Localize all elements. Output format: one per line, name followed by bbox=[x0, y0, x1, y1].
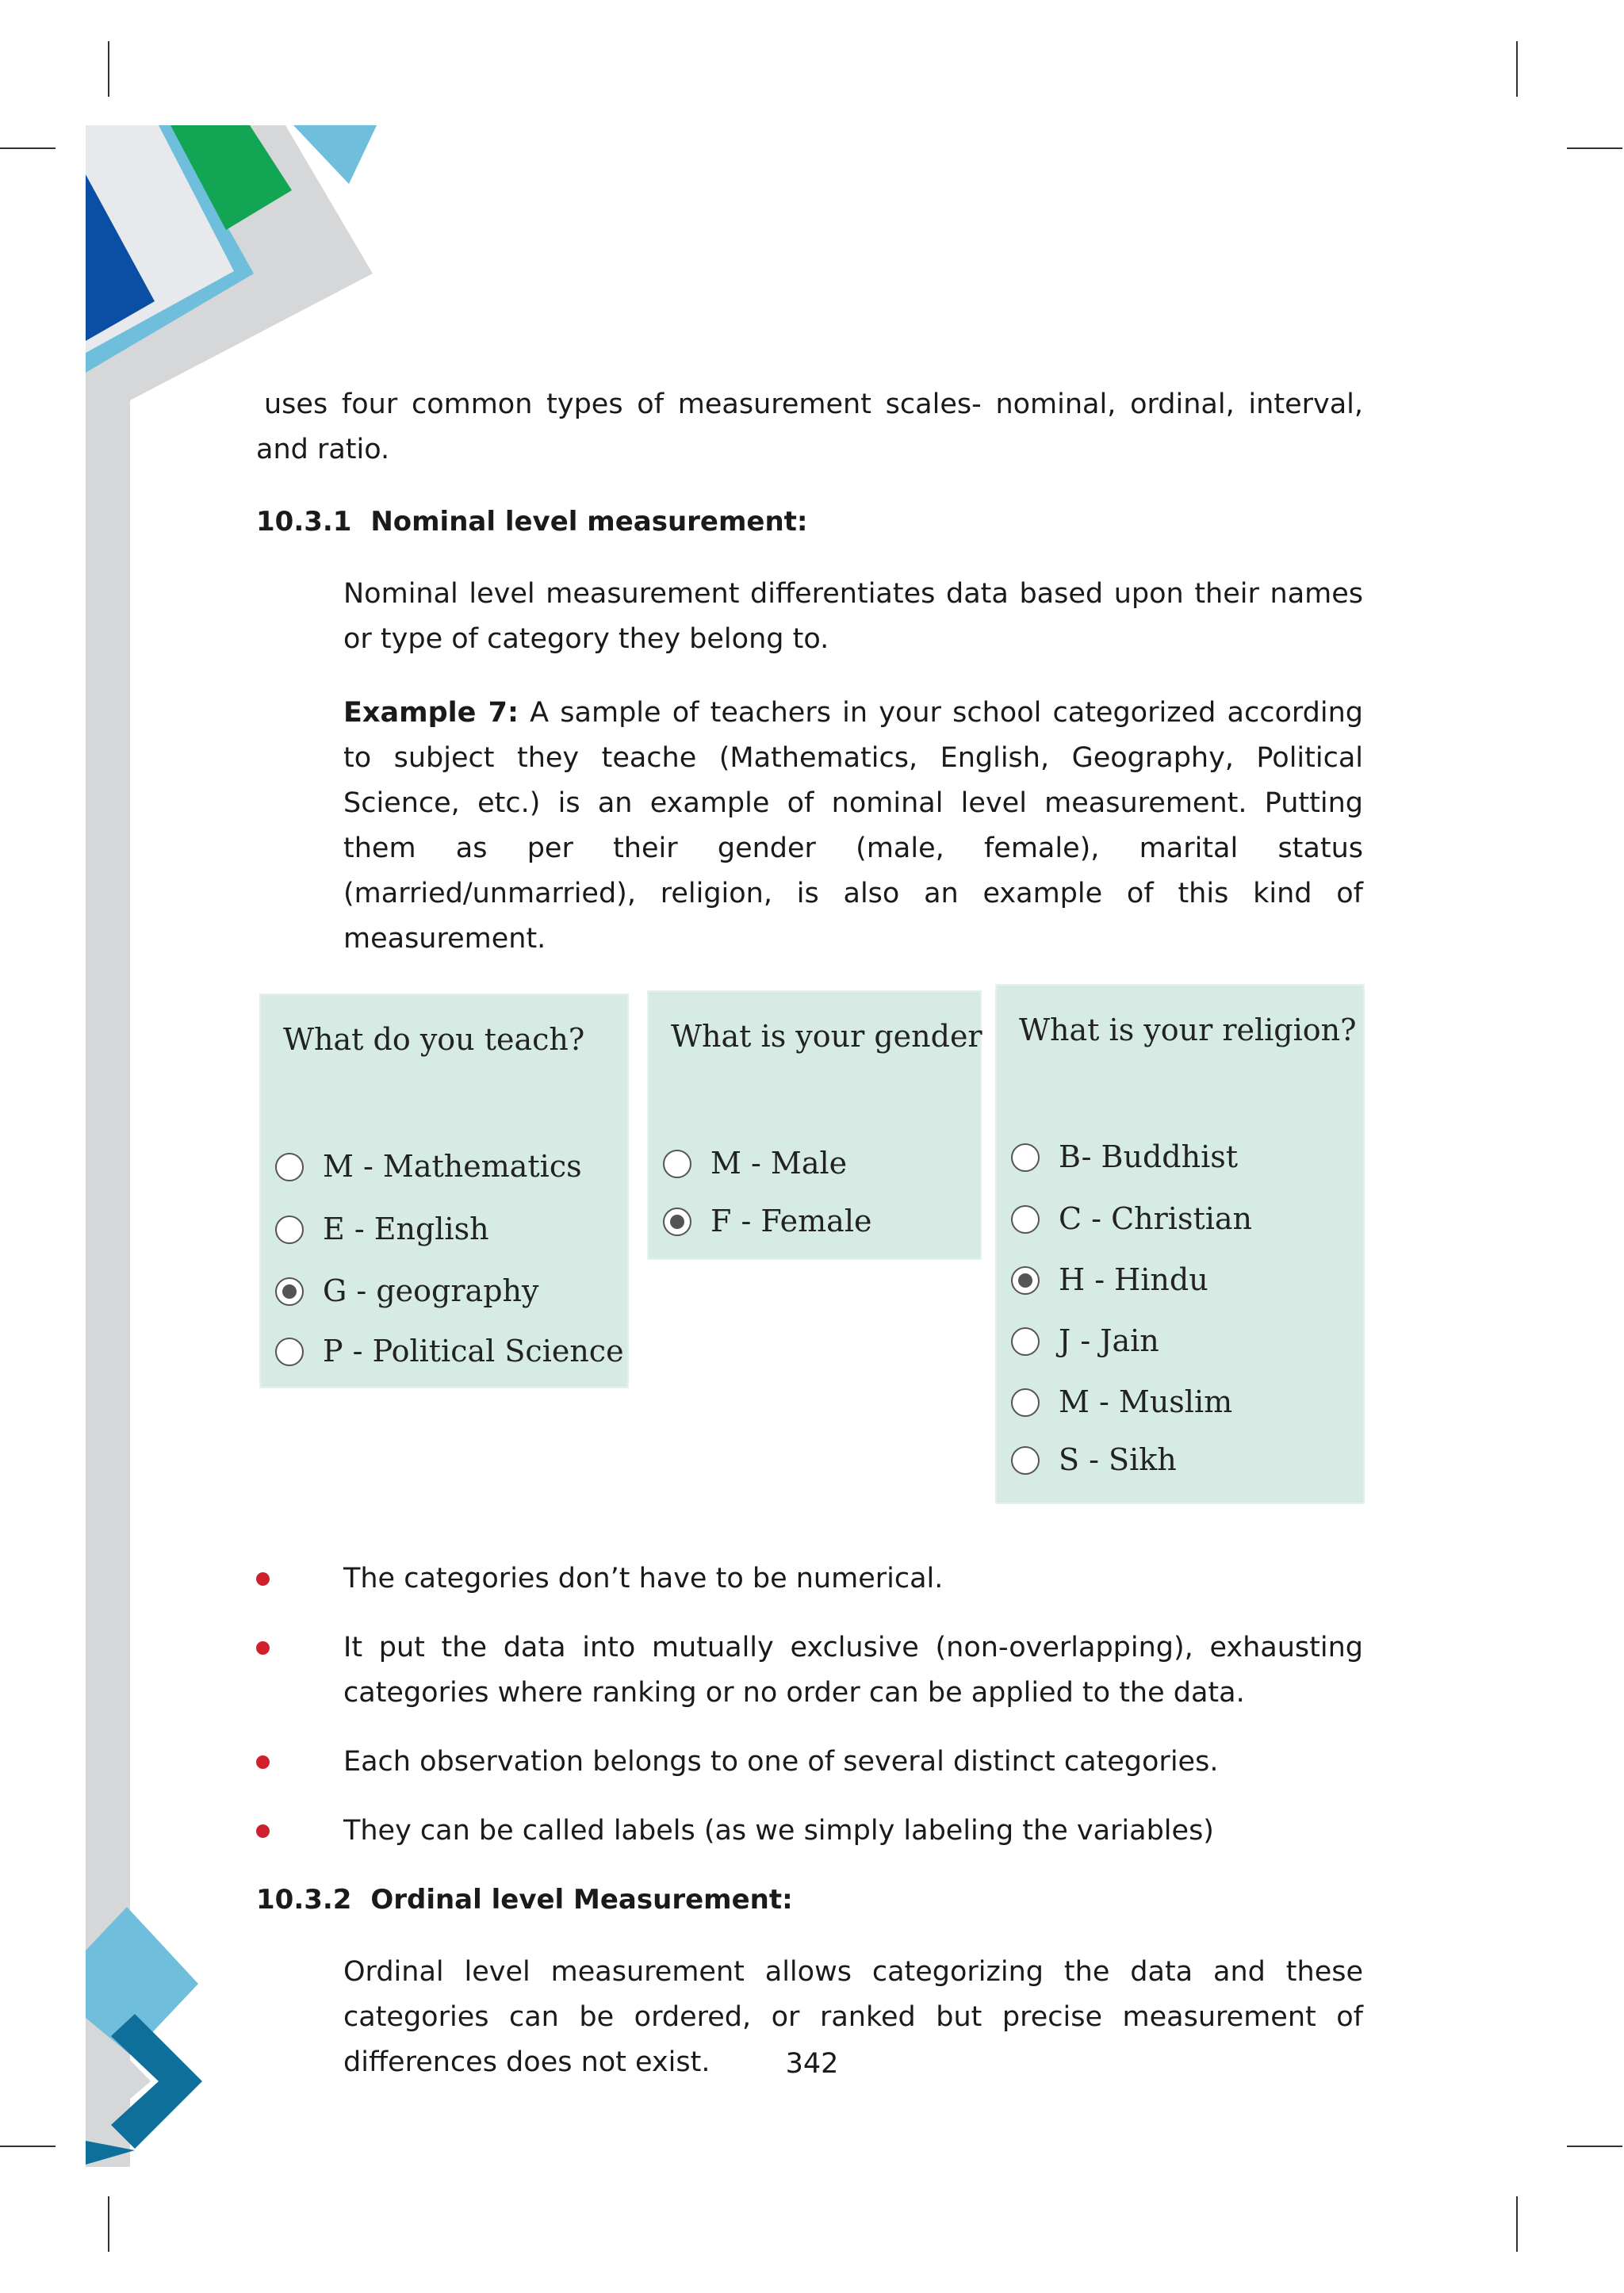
option-label: P - Political Science bbox=[323, 1334, 624, 1369]
option-label: M - Muslim bbox=[1059, 1384, 1233, 1419]
radio-option[interactable] bbox=[275, 1329, 624, 1374]
crop-mark bbox=[1567, 2146, 1622, 2147]
list-item bbox=[256, 1740, 1363, 1785]
section-number: 10.3.1 bbox=[256, 506, 352, 538]
option-label: G - geography bbox=[323, 1273, 539, 1308]
example-label: Example 7: bbox=[343, 697, 519, 729]
nominal-bullet-list bbox=[256, 1556, 1363, 1854]
crop-mark bbox=[1516, 2196, 1518, 2252]
example-text: A sample of teachers in your school categorized according to subject they teache (Mathematics, English, Geography, Political Science, etc.) is an example of nominal level measurement. Putting them as per their gender (male, female), marital status (married/unmarried), religion, is also an example of this kind of measurement. bbox=[343, 697, 1363, 955]
bullet-dot-icon bbox=[256, 1641, 270, 1655]
sample-forms bbox=[256, 989, 1363, 1528]
option-label: E - English bbox=[323, 1212, 489, 1246]
radio-option[interactable] bbox=[275, 1207, 489, 1252]
radio-option[interactable] bbox=[275, 1144, 582, 1189]
section-heading-ordinal bbox=[256, 1878, 1363, 1923]
list-item bbox=[256, 1625, 1363, 1716]
radio-option[interactable] bbox=[1011, 1135, 1238, 1180]
radio-option[interactable] bbox=[275, 1269, 538, 1314]
option-label: J - Jain bbox=[1059, 1323, 1159, 1358]
bullet-dot-icon bbox=[256, 1824, 270, 1838]
section-title: Nominal level measurement: bbox=[370, 506, 808, 538]
radio-button[interactable] bbox=[1011, 1446, 1040, 1475]
option-label: C - Christian bbox=[1059, 1201, 1252, 1236]
radio-option[interactable] bbox=[663, 1141, 847, 1186]
radio-option[interactable] bbox=[663, 1199, 871, 1244]
radio-button[interactable] bbox=[1011, 1388, 1040, 1417]
radio-button-selected[interactable] bbox=[663, 1208, 691, 1236]
page-content bbox=[256, 382, 1363, 2085]
option-label: S - Sikh bbox=[1059, 1442, 1177, 1477]
nominal-definition: Nominal level measurement differentiates data based upon their names or type of category they belong to. bbox=[343, 578, 1363, 655]
intro-paragraph: uses four common types of measurement scales- nominal, ordinal, interval, and ratio. bbox=[256, 389, 1363, 465]
radio-button[interactable] bbox=[1011, 1205, 1040, 1234]
radio-button[interactable] bbox=[1011, 1327, 1040, 1356]
radio-button-selected[interactable] bbox=[1011, 1266, 1040, 1295]
radio-button[interactable] bbox=[663, 1150, 691, 1178]
form-question: What is your gender bbox=[671, 1019, 982, 1054]
option-label: H - Hindu bbox=[1059, 1262, 1208, 1297]
radio-option[interactable] bbox=[1011, 1258, 1208, 1303]
option-label: B- Buddhist bbox=[1059, 1139, 1238, 1174]
radio-option[interactable] bbox=[1011, 1319, 1159, 1364]
bullet-text: The categories don’t have to be numerical. bbox=[343, 1563, 944, 1594]
radio-option[interactable] bbox=[1011, 1380, 1232, 1425]
radio-option[interactable] bbox=[1011, 1196, 1252, 1242]
radio-button[interactable] bbox=[275, 1338, 304, 1366]
example-paragraph bbox=[343, 691, 1363, 962]
bullet-text: Each observation belongs to one of several distinct categories. bbox=[343, 1746, 1219, 1778]
bullet-dot-icon bbox=[256, 1755, 270, 1769]
bullet-text: It put the data into mutually exclusive (non-overlapping), exhausting categories where ranking or no order can be applied to the data. bbox=[343, 1632, 1363, 1709]
list-item bbox=[256, 1809, 1363, 1854]
section-title: Ordinal level Measurement: bbox=[370, 1884, 793, 1916]
bullet-text: They can be called labels (as we simply labeling the variables) bbox=[343, 1815, 1214, 1847]
bottom-corner-decoration bbox=[0, 0, 238, 2293]
list-item bbox=[256, 1556, 1363, 1602]
radio-button[interactable] bbox=[275, 1153, 304, 1181]
radio-option[interactable] bbox=[1011, 1437, 1177, 1483]
crop-mark bbox=[1516, 41, 1518, 97]
radio-button-selected[interactable] bbox=[275, 1277, 304, 1306]
page-number: 342 bbox=[785, 2048, 839, 2080]
form-question: What is your religion? bbox=[1019, 1013, 1357, 1047]
section-number: 10.3.2 bbox=[256, 1884, 352, 1916]
ordinal-definition: Ordinal level measurement allows categorizing the data and these categories can be ordered, or ranked but precise measurement of differences does not exist. bbox=[343, 1956, 1363, 2078]
form-teach bbox=[261, 995, 627, 1387]
radio-button[interactable] bbox=[1011, 1143, 1040, 1172]
section-heading-nominal bbox=[256, 500, 1363, 545]
option-label: F - Female bbox=[710, 1204, 872, 1238]
crop-mark bbox=[1567, 147, 1622, 149]
form-religion bbox=[997, 986, 1363, 1503]
option-label: M - Male bbox=[710, 1146, 848, 1181]
bullet-dot-icon bbox=[256, 1572, 270, 1586]
option-label: M - Mathematics bbox=[323, 1149, 582, 1184]
form-question: What do you teach? bbox=[283, 1022, 585, 1057]
form-gender bbox=[649, 992, 980, 1258]
radio-button[interactable] bbox=[275, 1215, 304, 1244]
